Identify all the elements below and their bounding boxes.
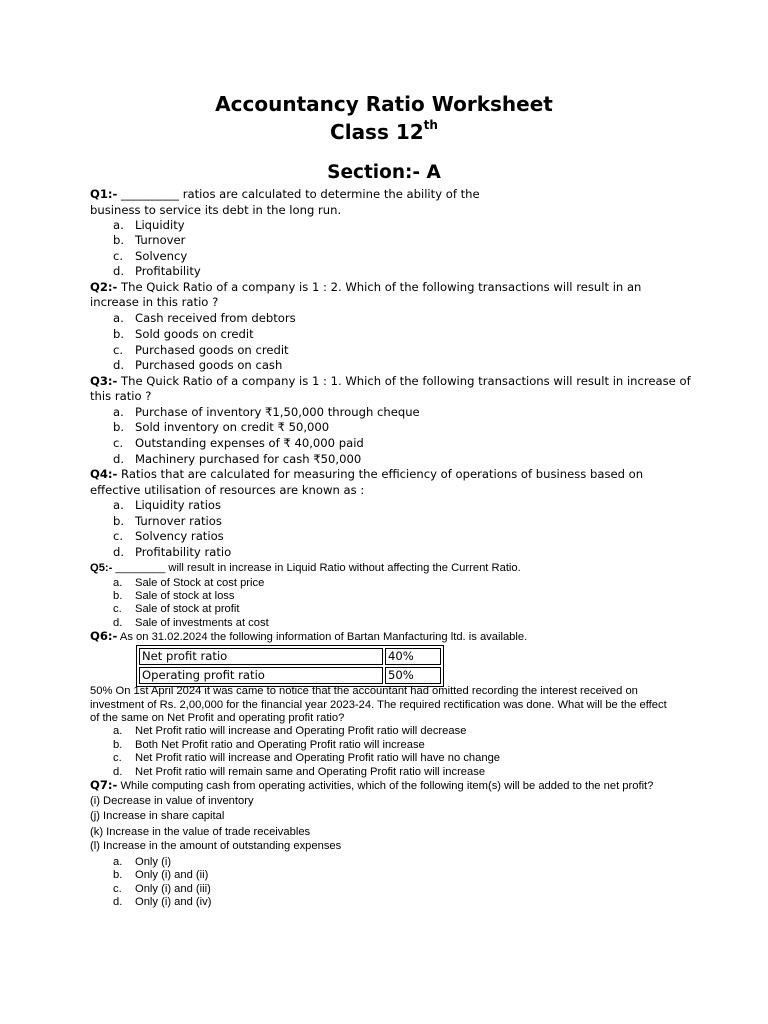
option-text: Only (i) xyxy=(135,856,172,868)
option-marker: c. xyxy=(113,343,124,357)
option-marker: b. xyxy=(113,327,125,341)
option-marker: c. xyxy=(113,603,122,615)
option-marker: d. xyxy=(113,545,125,559)
option-text: Sold goods on credit xyxy=(135,327,254,341)
option-marker: a. xyxy=(113,311,124,325)
ratio-table xyxy=(136,645,444,687)
option-text: Net Profit ratio will increase and Operating Profit ratio will have no change xyxy=(135,752,501,764)
list-item: (k) Increase in the value of trade receivables xyxy=(90,826,311,838)
question-text-continued: business to service its debt in the long run. xyxy=(90,203,342,217)
option-marker: b. xyxy=(113,869,123,881)
question-label: Q5:- xyxy=(90,562,113,574)
option-text: Sale of stock at profit xyxy=(135,603,240,615)
option-marker: a. xyxy=(113,405,124,419)
option-text: Sale of investments at cost xyxy=(135,617,269,629)
option-marker: c. xyxy=(113,436,124,450)
question-3 xyxy=(90,374,691,389)
worksheet-title: Accountancy Ratio Worksheet xyxy=(215,92,553,116)
question-text: The Quick Ratio of a company is 1 : 2. Which of the following transactions will result in an xyxy=(117,280,642,294)
option-marker: d. xyxy=(113,896,123,908)
option-text: Solvency xyxy=(135,249,188,263)
option-text: Profitability xyxy=(135,264,201,278)
question-text: ________ will result in increase in Liquid Ratio without affecting the Current Ratio. xyxy=(112,562,521,574)
option-marker: d. xyxy=(113,358,125,372)
option-text: Only (i) and (iv) xyxy=(135,896,212,908)
list-item: (i) Decrease in value of inventory xyxy=(90,795,254,807)
option-marker: b. xyxy=(113,233,125,247)
question-text: __________ ratios are calculated to determine the ability of the xyxy=(117,187,480,201)
table-cell-ratio-name: Operating profit ratio xyxy=(139,667,383,684)
question-6 xyxy=(90,630,527,644)
option-text: Purchased goods on cash xyxy=(135,358,283,372)
question-2 xyxy=(90,280,641,295)
question-text-continued: this ratio ? xyxy=(90,389,152,403)
question-paragraph: 50% On 1st April 2024 it was came to notice that the accountant had omitted recording the interest received on xyxy=(90,685,638,697)
question-label: Q3:- xyxy=(90,374,118,388)
question-label: Q7:- xyxy=(90,778,118,792)
option-text: Liquidity xyxy=(135,218,185,232)
question-text: While computing cash from operating activities, which of the following item(s) will be added to the net profit? xyxy=(117,780,654,792)
option-text: Purchase of inventory ₹1,50,000 through cheque xyxy=(135,405,420,419)
option-text: Net Profit ratio will increase and Operating Profit ratio will decrease xyxy=(135,725,467,737)
option-marker: c. xyxy=(113,752,122,764)
table-row xyxy=(139,667,441,684)
option-text: Profitability ratio xyxy=(135,545,232,559)
option-text: Turnover xyxy=(135,233,186,247)
option-text: Both Net Profit ratio and Operating Profit ratio will increase xyxy=(135,739,425,751)
option-text: Machinery purchased for cash ₹50,000 xyxy=(135,452,362,466)
option-text: Sale of stock at loss xyxy=(135,590,235,602)
list-item: (j) Increase in share capital xyxy=(90,810,225,822)
question-text-continued: effective utilisation of resources are known as : xyxy=(90,483,365,497)
option-marker: b. xyxy=(113,739,123,751)
table-cell-ratio-value: 40% xyxy=(385,648,441,665)
question-paragraph: of the same on Net Profit and operating profit ratio? xyxy=(90,712,345,724)
question-label: Q4:- xyxy=(90,467,118,481)
option-text: Only (i) and (iii) xyxy=(135,883,211,895)
question-4 xyxy=(90,467,643,482)
option-marker: a. xyxy=(113,577,123,589)
option-marker: a. xyxy=(113,218,124,232)
option-text: Net Profit ratio will remain same and Operating Profit ratio will increase xyxy=(135,766,486,778)
class-superscript: th xyxy=(423,118,438,132)
option-text: Only (i) and (ii) xyxy=(135,869,209,881)
option-marker: a. xyxy=(113,856,123,868)
option-marker: d. xyxy=(113,617,123,629)
option-marker: a. xyxy=(113,725,123,737)
question-7 xyxy=(90,779,653,793)
option-text: Liquidity ratios xyxy=(135,498,222,512)
table-cell-ratio-value: 50% xyxy=(385,667,441,684)
section-heading: Section:- A xyxy=(327,162,441,183)
question-label: Q6:- xyxy=(90,629,118,643)
question-1 xyxy=(90,187,480,202)
option-text: Turnover ratios xyxy=(135,514,222,528)
question-text: As on 31.02.2024 the following information of Bartan Manfacturing ltd. is available. xyxy=(117,631,528,643)
option-marker: b. xyxy=(113,514,125,528)
option-marker: d. xyxy=(113,452,125,466)
question-text: The Quick Ratio of a company is 1 : 1. Which of the following transactions will result in increase of xyxy=(117,374,691,388)
option-marker: b. xyxy=(113,590,123,602)
class-heading xyxy=(0,120,768,144)
option-marker: d. xyxy=(113,766,123,778)
option-text: Cash received from debtors xyxy=(135,311,296,325)
option-marker: d. xyxy=(113,264,125,278)
list-item: (l) Increase in the amount of outstanding expenses xyxy=(90,840,342,852)
option-marker: b. xyxy=(113,420,125,434)
question-label: Q1:- xyxy=(90,187,118,201)
question-text-continued: increase in this ratio ? xyxy=(90,295,219,309)
table-row xyxy=(139,648,441,665)
question-text: Ratios that are calculated for measuring the efficiency of operations of business based on xyxy=(117,467,644,481)
option-text: Solvency ratios xyxy=(135,529,224,543)
option-marker: c. xyxy=(113,249,124,263)
option-text: Outstanding expenses of ₹ 40,000 paid xyxy=(135,436,364,450)
option-text: Sale of Stock at cost price xyxy=(135,577,265,589)
option-marker: a. xyxy=(113,498,124,512)
question-5 xyxy=(90,562,521,575)
question-label: Q2:- xyxy=(90,280,118,294)
class-text: Class 12 xyxy=(330,120,424,144)
question-paragraph: investment of Rs. 2,00,000 for the financial year 2023-24. The required rectification was done. What will be the effect xyxy=(90,699,667,711)
option-marker: c. xyxy=(113,529,124,543)
option-marker: c. xyxy=(113,883,122,895)
option-text: Sold inventory on credit ₹ 50,000 xyxy=(135,420,330,434)
table-cell-ratio-name: Net profit ratio xyxy=(139,648,383,665)
option-text: Purchased goods on credit xyxy=(135,343,289,357)
